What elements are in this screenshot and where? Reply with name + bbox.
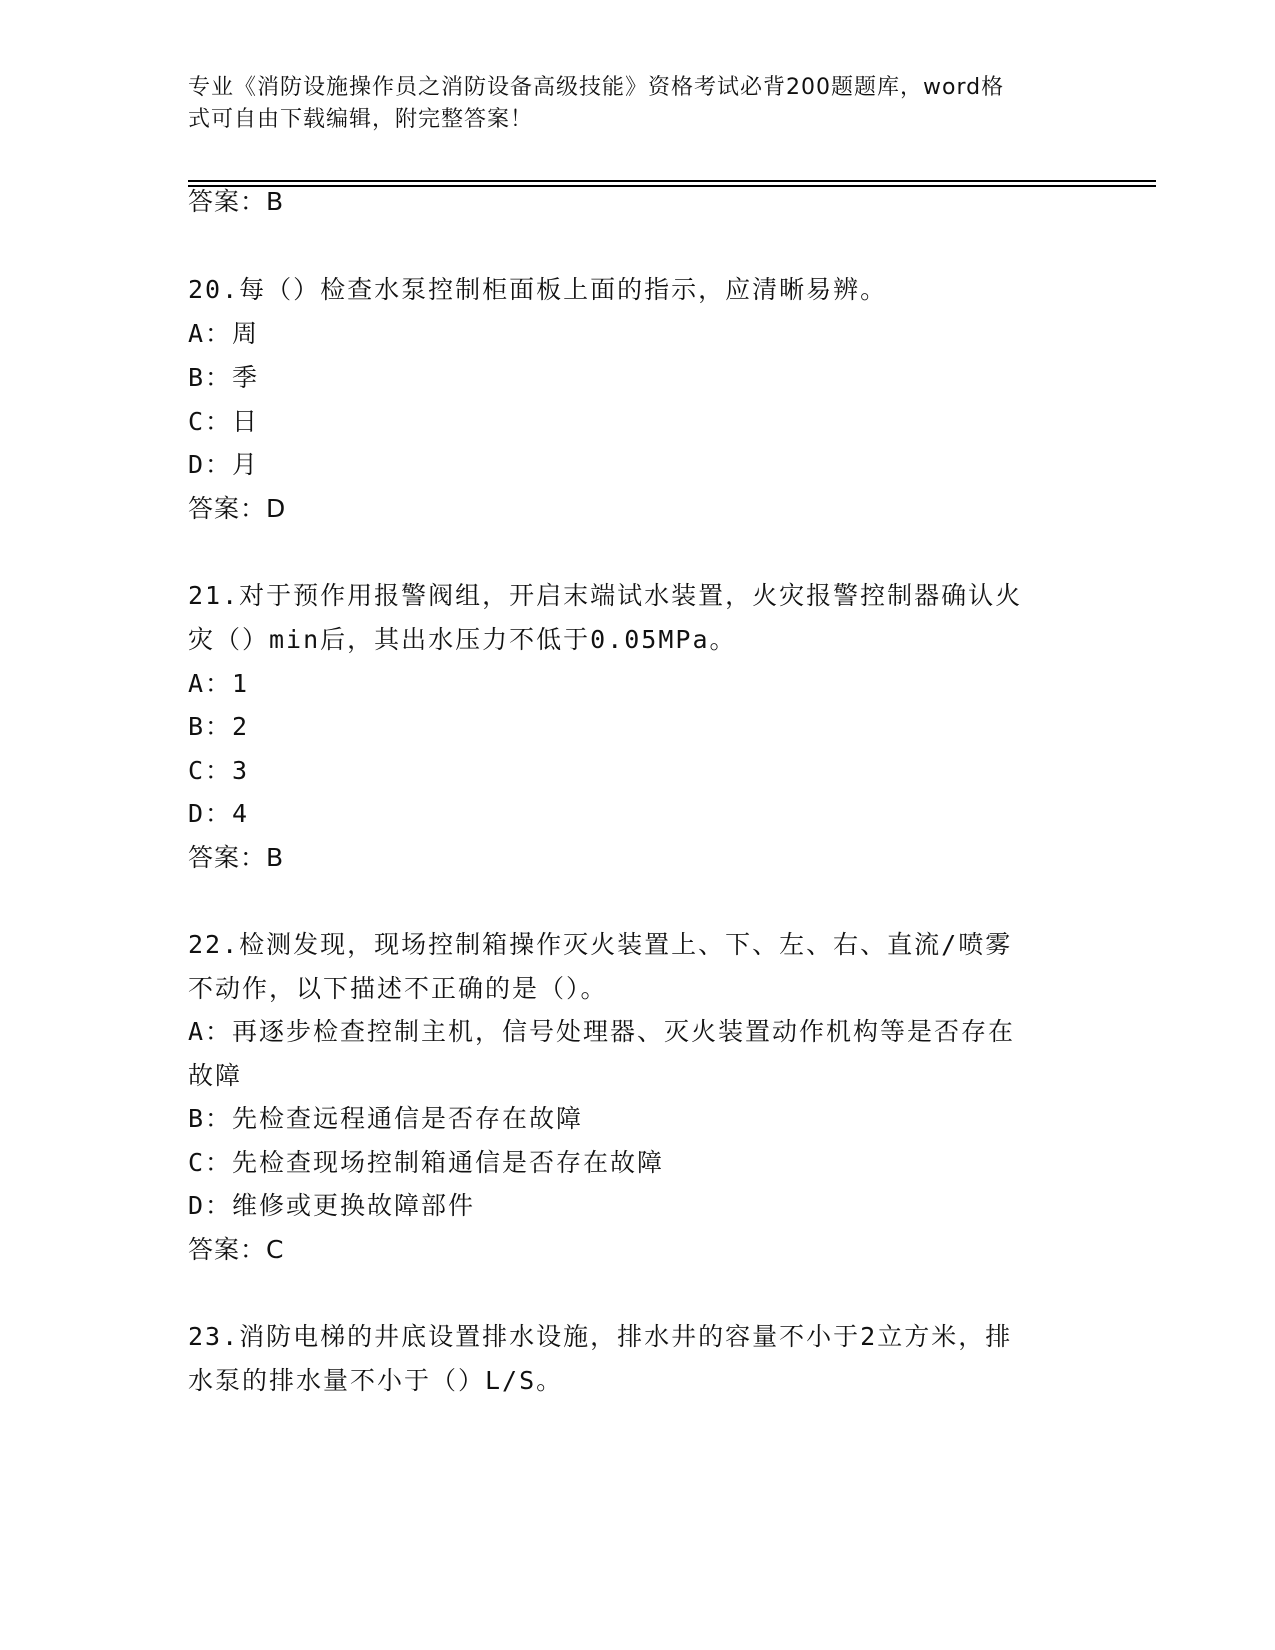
question-20-option-b: B：季: [188, 363, 260, 392]
question-22-option-c: C：先检查现场控制箱通信是否存在故障: [188, 1148, 665, 1177]
question-22-stem-line-1: 22.检测发现，现场控制箱操作灭火装置上、下、左、右、直流/喷雾: [188, 930, 1013, 959]
header-divider-top: [188, 180, 1156, 182]
question-23-stem-line-1: 23.消防电梯的井底设置排水设施，排水井的容量不小于2立方米，排: [188, 1322, 1013, 1351]
header-divider-bottom: [188, 185, 1156, 187]
question-20-option-c: C：日: [188, 407, 260, 436]
question-20-option-d: D：月: [188, 450, 260, 479]
question-21-option-c: C：3: [188, 756, 250, 785]
document-header: [188, 72, 1068, 136]
answer-q19: 答案：B: [188, 187, 285, 216]
question-20-stem: 20.每（）检查水泵控制柜面板上面的指示，应清晰易辨。: [188, 275, 888, 304]
question-22-option-b: B：先检查远程通信是否存在故障: [188, 1104, 584, 1133]
answer-q20: 答案：D: [188, 494, 287, 523]
question-21-option-d: D：4: [188, 799, 250, 828]
question-21-option-b: B：2: [188, 712, 250, 741]
answer-q21: 答案：B: [188, 843, 285, 872]
question-22-option-a-line-2: 故障: [188, 1061, 243, 1090]
answer-q22: 答案：C: [188, 1235, 285, 1264]
question-23-stem-line-2: 水泵的排水量不小于（）L/S。: [188, 1366, 564, 1395]
question-21-stem-line-2: 灾（）min后，其出水压力不低于0.05MPa。: [188, 625, 737, 654]
question-20-option-a: A：周: [188, 319, 260, 348]
question-21-stem-line-1: 21.对于预作用报警阀组，开启末端试水装置，火灾报警控制器确认火: [188, 581, 1023, 610]
question-22-stem-line-2: 不动作，以下描述不正确的是（）。: [188, 974, 608, 1003]
question-22-option-d: D：维修或更换故障部件: [188, 1191, 476, 1220]
question-22-option-a-line-1: A：再逐步检查控制主机，信号处理器、灭火装置动作机构等是否存在: [188, 1017, 1016, 1046]
question-21-option-a: A：1: [188, 669, 250, 698]
header-line-1: 专业《消防设施操作员之消防设备高级技能》资格考试必背200题题库，word格: [188, 75, 1005, 100]
header-line-2: 式可自由下载编辑，附完整答案！: [188, 107, 534, 132]
